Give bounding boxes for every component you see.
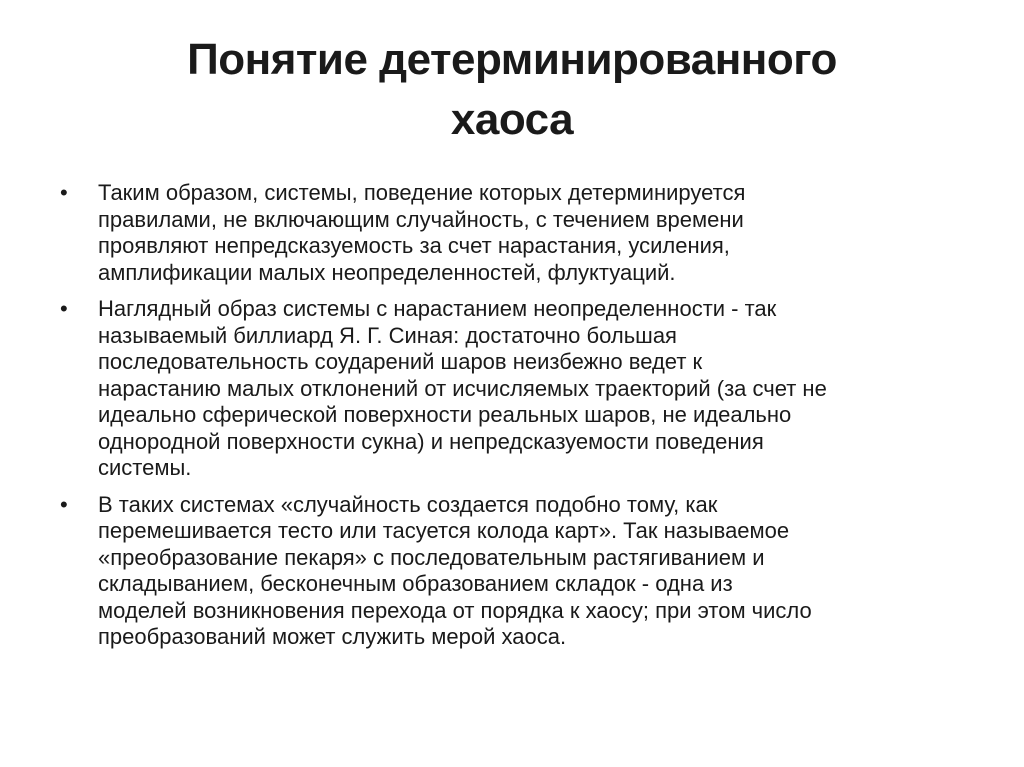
title-line-1: Понятие детерминированного bbox=[187, 35, 837, 84]
bullet-item-1 bbox=[60, 180, 960, 286]
bullet-2-line-6: однородной поверхности сукна) и непредсказуемости поведения bbox=[98, 428, 764, 454]
bullet-1-line-2: правилами, не включающим случайность, с течением времени bbox=[98, 206, 744, 232]
title-line-2: хаоса bbox=[450, 95, 574, 144]
bullet-3-line-6: преобразований может служить мерой хаоса. bbox=[98, 624, 567, 649]
bullet-3-line-4: складыванием, бесконечным образованием складок - одна из bbox=[98, 571, 733, 596]
bullet-3-line-2: перемешивается тесто или тасуется колода карт». Так называемое bbox=[98, 518, 790, 543]
bullet-item-2 bbox=[60, 296, 960, 482]
bullet-2-line-2: называемый биллиард Я. Г. Синая: достаточно большая bbox=[98, 322, 677, 348]
bullet-1-line-3: проявляют непредсказуемость за счет нарастания, усиления, bbox=[98, 233, 730, 258]
slide-title bbox=[80, 30, 944, 150]
bullet-1-line-4: амплификации малых неопределенностей, флуктуаций. bbox=[98, 259, 676, 285]
bullet-2-line-1: Наглядный образ системы с нарастанием неопределенности - так bbox=[98, 296, 777, 321]
bullet-item-3 bbox=[60, 492, 960, 651]
bullet-3-line-5: моделей возникновения перехода от порядка к хаосу; при этом число bbox=[98, 597, 812, 623]
bullet-3-line-1: В таких системах «случайность создается подобно тому, как bbox=[98, 491, 718, 517]
bullet-dot-icon: • bbox=[60, 491, 68, 517]
bullet-2-line-7: системы. bbox=[98, 455, 192, 480]
bullet-1-line-1: Таким образом, системы, поведение которых детерминируется bbox=[98, 180, 746, 205]
bullet-dot-icon: • bbox=[60, 296, 68, 321]
bullet-2-line-3: последовательность соударений шаров неизбежно ведет к bbox=[98, 349, 703, 374]
bullet-2-line-4: нарастанию малых отклонений от исчисляемых траекторий (за счет не bbox=[98, 375, 827, 401]
bullet-dot-icon: • bbox=[60, 180, 68, 205]
bullet-2-line-5: идеально сферической поверхности реальных шаров, не идеально bbox=[98, 402, 792, 427]
bullet-3-line-3: «преобразование пекаря» с последовательным растягиванием и bbox=[98, 544, 765, 570]
bullet-list bbox=[60, 180, 960, 661]
